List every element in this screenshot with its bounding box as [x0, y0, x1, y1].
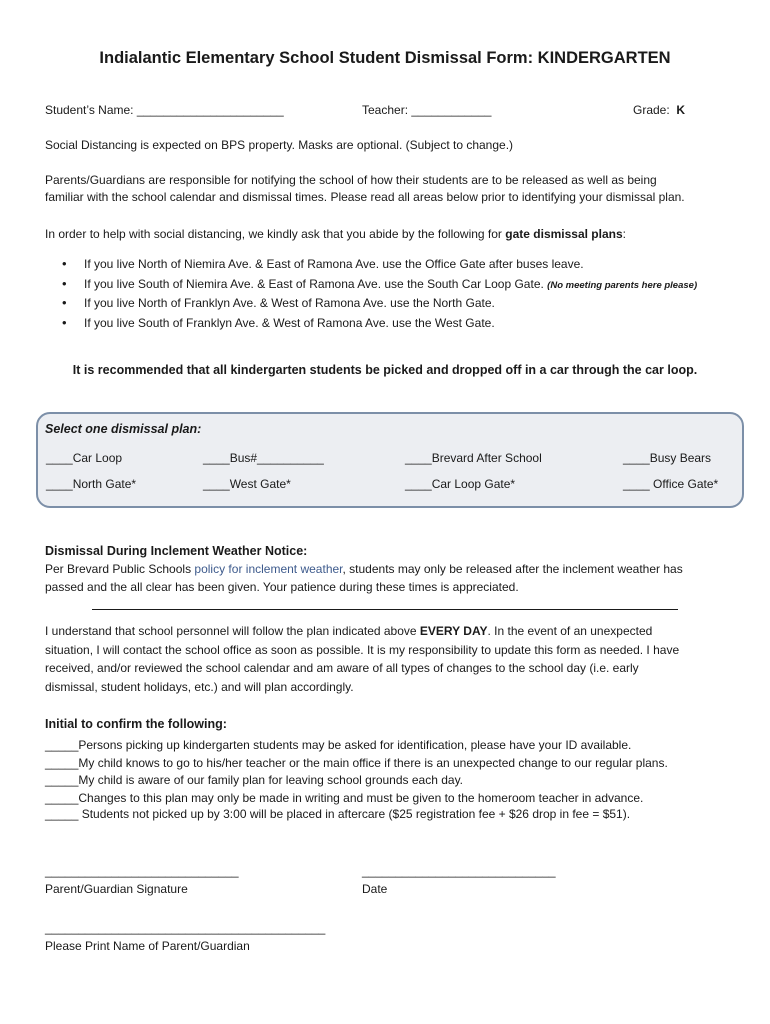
social-distancing-notice: Social Distancing is expected on BPS property. Masks are optional. (Subject to change.) — [45, 138, 514, 152]
gate-rule-text: If you live South of Niemira Ave. & East of Ramona Ave. use the South Car Loop Gate. — [84, 276, 544, 291]
gate-rule — [62, 276, 697, 296]
inclement-weather-policy-link[interactable]: policy for inclement weather — [194, 562, 343, 576]
gate-rule-text: If you live North of Niemira Ave. & East of Ramona Ave. use the Office Gate after buses leave. — [84, 257, 584, 271]
option-west-gate[interactable]: ____West Gate* — [203, 477, 291, 491]
option-car-loop[interactable]: ____Car Loop — [46, 451, 123, 465]
option-bus[interactable]: ____Bus#__________ — [203, 451, 324, 465]
teacher-field[interactable]: Teacher: ____________ — [362, 103, 492, 117]
parents-notice-line-1: Parents/Guardians are responsible for notifying the school of how their students are to be released as well as being — [45, 173, 657, 187]
dismissal-plan-title: Select one dismissal plan: — [45, 422, 202, 436]
gate-rule-note: (No meeting parents here please) — [547, 279, 698, 291]
grade-value: K — [676, 103, 686, 117]
option-office-gate[interactable]: ____ Office Gate* — [623, 477, 719, 491]
signature-label: Parent/Guardian Signature — [45, 882, 188, 896]
gate-intro-end: : — [622, 227, 626, 241]
understand-line-2: situation, I will contact the school office as soon as possible. It is my responsibility to update this form as needed. I have — [45, 643, 680, 657]
gate-rule-text: If you live South of Franklyn Ave. & West of Ramona Ave. use the West Gate. — [84, 315, 495, 330]
grade-field — [633, 103, 685, 117]
gate-rule-text: If you live North of Franklyn Ave. & West of Ramona Ave. use the North Gate. — [84, 296, 495, 310]
initial-item-aftercare[interactable]: _____ Students not picked up by 3:00 will be placed in aftercare ($25 registration fee + $26 drop in fee = $51). — [45, 807, 631, 821]
understand-text: . In the event of an unexpected — [487, 624, 653, 638]
signature-line[interactable]: _____________________________ — [45, 864, 239, 878]
weather-line-2: passed and the all clear has been given. Your patience during these times is appreciated. — [45, 580, 519, 594]
weather-line-1 — [45, 562, 683, 576]
date-label: Date — [362, 882, 388, 896]
print-name-line[interactable]: __________________________________________ — [45, 921, 326, 935]
section-divider — [92, 609, 678, 610]
understand-line-4: dismissal, student holidays, etc.) and will plan accordingly. — [45, 680, 354, 694]
understand-text: I understand that school personnel will follow the plan indicated above — [45, 624, 417, 638]
option-north-gate[interactable]: ____North Gate* — [46, 477, 137, 491]
car-loop-recommendation: It is recommended that all kindergarten students be picked and dropped off in a car through the car loop. — [72, 363, 698, 377]
gate-intro-bold: gate dismissal plans — [505, 227, 623, 241]
gate-rule — [62, 256, 697, 276]
initial-item-teacher[interactable]: _____My child knows to go to his/her teacher or the main office if there is an unexpected change to our regular plans. — [45, 756, 668, 770]
gate-intro-text: In order to help with social distancing, we kindly ask that you abide by the following for — [45, 227, 502, 241]
initial-item-family-plan[interactable]: _____My child is aware of our family plan for leaving school grounds each day. — [45, 773, 464, 787]
understand-line-1 — [45, 624, 652, 638]
every-day-emphasis: EVERY DAY — [419, 624, 488, 638]
gate-rules-list — [62, 256, 697, 334]
form-title: Indialantic Elementary School Student Dismissal Form: KINDERGARTEN — [99, 49, 671, 67]
option-brevard-after-school[interactable]: ____Brevard After School — [405, 451, 542, 465]
parents-notice-line-2: familiar with the school calendar and dismissal times. Please read all areas below prior to identifying your dismissal plan. — [45, 190, 685, 204]
option-car-loop-gate[interactable]: ____Car Loop Gate* — [405, 477, 516, 491]
weather-text: Per Brevard Public Schools — [45, 562, 192, 576]
grade-label: Grade: — [633, 103, 670, 117]
date-line[interactable]: _____________________________ — [362, 864, 556, 878]
initial-item-id[interactable]: _____Persons picking up kindergarten students may be asked for identification, please have your ID available. — [45, 738, 632, 752]
student-name-field[interactable]: Student’s Name: ______________________ — [45, 103, 284, 117]
weather-heading: Dismissal During Inclement Weather Notice: — [45, 544, 308, 558]
understand-line-3: received, and/or reviewed the school calendar and am aware of all types of changes to the school day (i.e. early — [45, 661, 639, 675]
gate-rule — [62, 315, 697, 335]
print-name-label: Please Print Name of Parent/Guardian — [45, 939, 250, 953]
initials-heading: Initial to confirm the following: — [45, 717, 227, 731]
gate-rule — [62, 295, 697, 315]
gate-intro — [45, 227, 626, 241]
weather-text: , students may only be released after the inclement weather has — [342, 562, 683, 576]
option-busy-bears[interactable]: ____Busy Bears — [623, 451, 712, 465]
initial-item-changes[interactable]: _____Changes to this plan may only be made in writing and must be given to the homeroom teacher in advance. — [45, 791, 644, 805]
